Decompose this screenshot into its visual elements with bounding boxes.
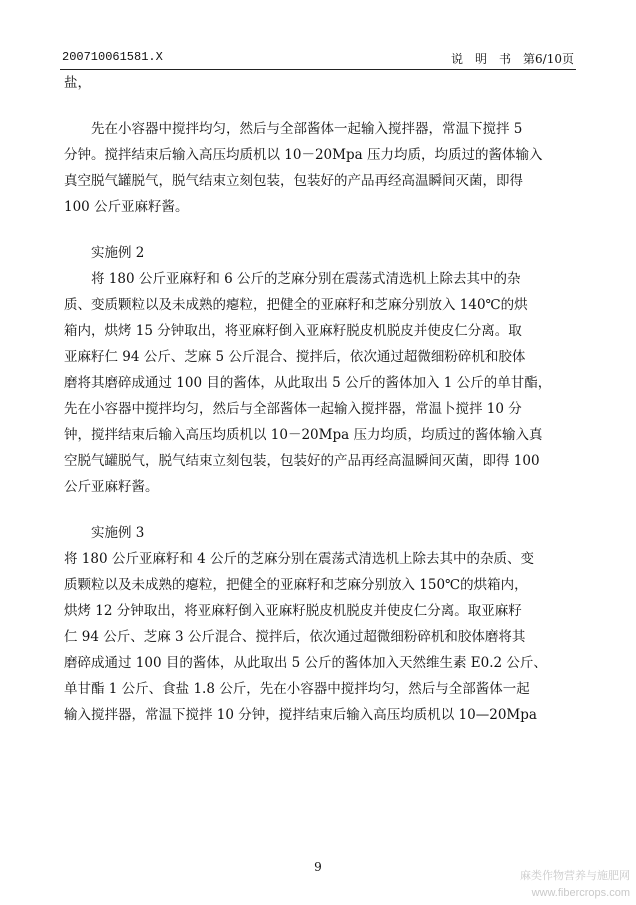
text-line: 箱内，烘烤 15 分钟取出，将亚麻籽倒入亚麻籽脱皮机脱皮并使皮仁分离。取	[64, 323, 522, 339]
document-body	[64, 70, 572, 728]
text-line: 输入搅拌器，常温下搅拌 10 分钟，搅拌结束后输入高压均质机以 10—20Mpa	[64, 707, 537, 723]
text-line: 磨碎成通过 100 目的酱体，从此取出 5 公斤的酱体加入天然维生素 E0.2 公斤、	[64, 655, 547, 671]
text-line: 仁 94 公斤、芝麻 3 公斤混合、搅拌后，依次通过超微细粉碎机和胶体磨将其	[64, 629, 526, 645]
text-line: 分钟。搅拌结束后输入高压均质机以 10－20Mpa 压力均质，均质过的酱体输入	[64, 147, 543, 163]
example-heading: 实施例 2	[91, 245, 145, 261]
text-line: 钟，搅拌结束后输入高压均质机以 10－20Mpa 压力均质，均质过的酱体输入真	[64, 427, 543, 443]
text-line: 单甘酯 1 公斤、食盐 1.8 公斤，先在小容器中搅拌均匀，然后与全部酱体一起	[64, 681, 530, 697]
text-line: 先在小容器中搅拌均匀，然后与全部酱体一起输入搅拌器，常温卜搅拌 10 分	[64, 401, 522, 417]
page-number: 9	[314, 860, 322, 874]
watermark-url: www.fibercrops.com	[531, 887, 630, 899]
text-line: 公斤亚麻籽酱。	[64, 479, 159, 495]
text-line: 亚麻籽仁 94 公斤、芝麻 5 公斤混合、搅拌后，依次通过超微细粉碎机和胶体	[64, 349, 526, 365]
example-heading: 实施例 3	[91, 525, 145, 541]
text-line: 将 180 公斤亚麻籽和 4 公斤的芝麻分别在震荡式清选机上除去其中的杂质、变	[64, 551, 535, 567]
text-line: 盐，	[64, 75, 91, 91]
text-line: 烘烤 12 分钟取出，将亚麻籽倒入亚麻籽脱皮机脱皮并使皮仁分离。取亚麻籽	[64, 603, 522, 619]
text-line: 质、变质颗粒以及未成熟的瘪粒，把健全的亚麻籽和芝麻分别放入 140℃的烘	[64, 297, 528, 313]
text-line: 空脱气罐脱气，脱气结束立刻包装，包装好的产品再经高温瞬间灭菌，即得 100	[64, 453, 540, 469]
text-line: 先在小容器中搅拌均匀，然后与全部酱体一起输入搅拌器，常温下搅拌 5	[91, 121, 523, 137]
page-header-section: 说 明 书 第6/10页	[451, 52, 574, 66]
text-line: 真空脱气罐脱气，脱气结束立刻包装，包装好的产品再经高温瞬间灭菌，即得	[64, 173, 523, 189]
text-line: 100 公斤亚麻籽酱。	[64, 199, 189, 215]
text-line: 磨将其磨碎成通过 100 目的酱体，从此取出 5 公斤的酱体加入 1 公斤的单甘酯，	[64, 375, 552, 391]
text-line: 将 180 公斤亚麻籽和 6 公斤的芝麻分别在震荡式清选机上除去其中的杂	[91, 271, 521, 287]
watermark-text: 麻类作物营养与施肥网	[520, 870, 630, 882]
patent-number: 200710061581.X	[62, 50, 163, 64]
text-line: 质颗粒以及未成熟的瘪粒，把健全的亚麻籽和芝麻分别放入 150℃的烘箱内，	[64, 577, 528, 593]
